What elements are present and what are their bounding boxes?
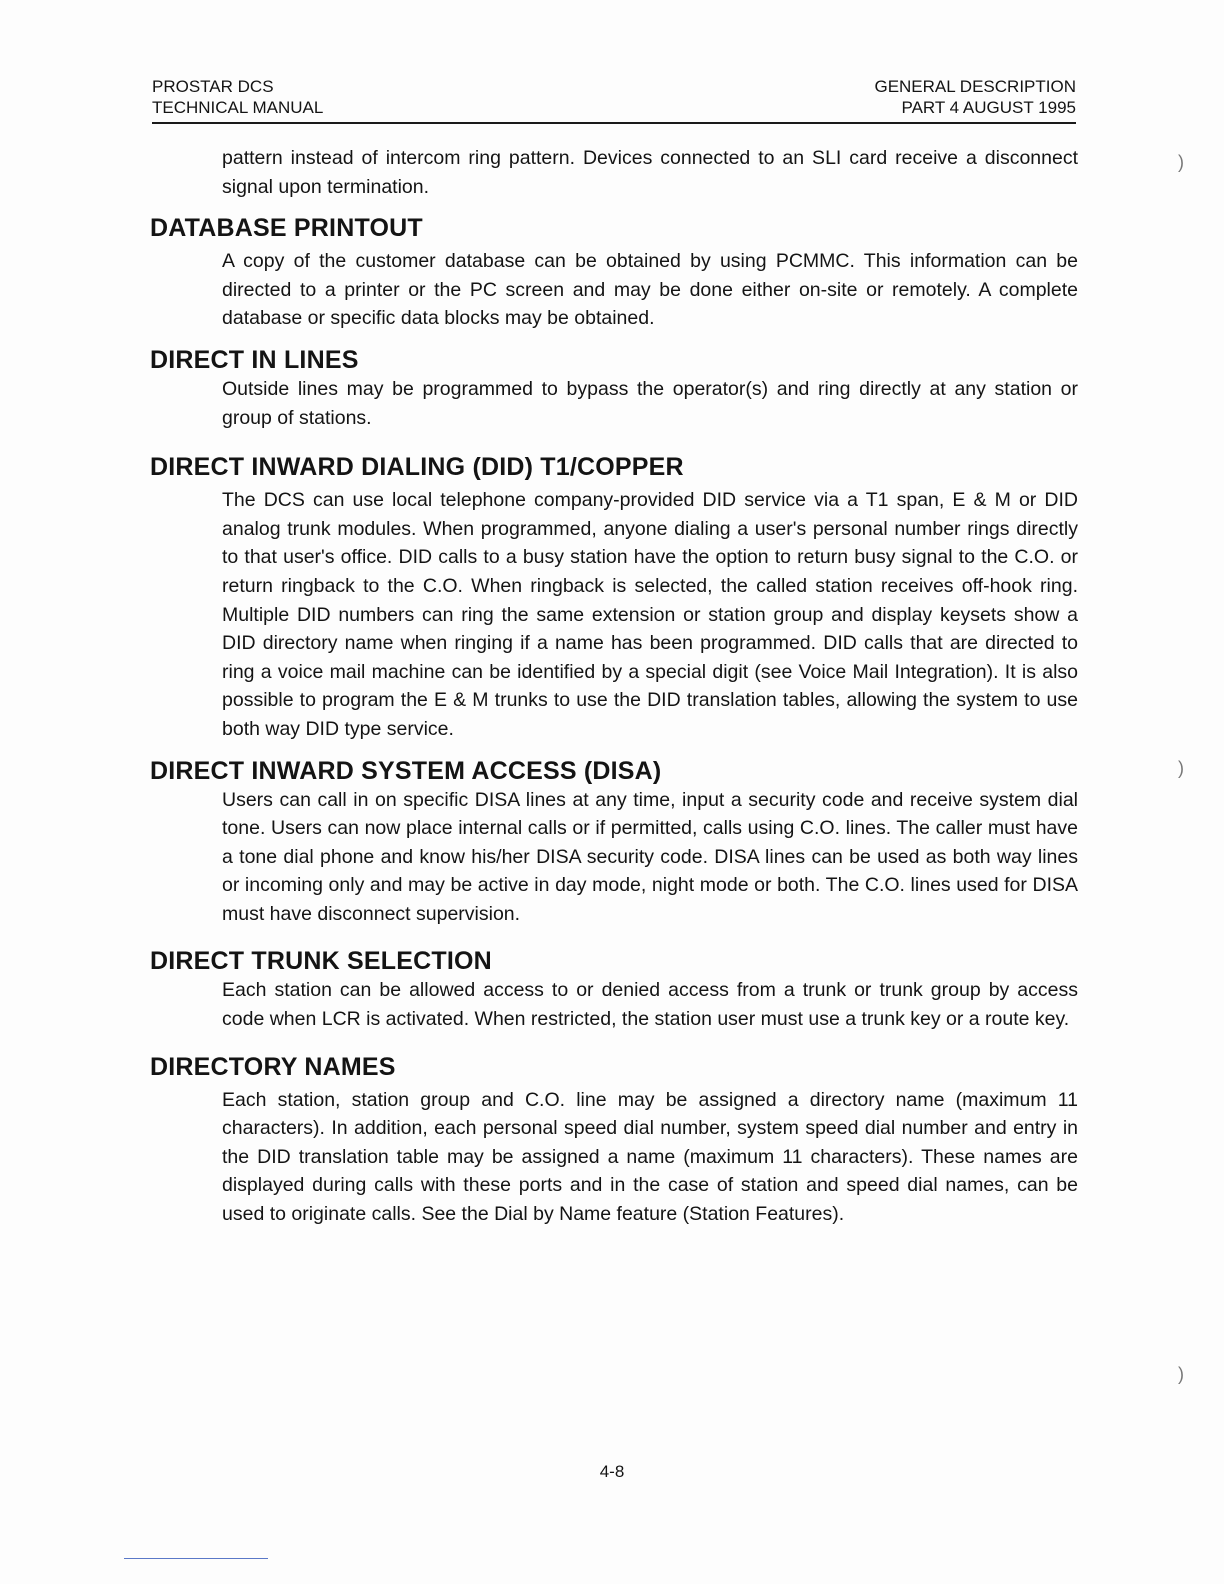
- section-database-printout: [150, 213, 1078, 333]
- section-body: Users can call in on specific DISA lines at any time, input a security code and receive system dial tone. Users can now place internal calls or if permitted, calls using C.O. lines. The caller must have a tone dial phone and know his/her DISA security code. DISA lines can be used as both way lines or incoming only and may be active in day mode, night mode or both. The C.O. lines used for DISA must have disconnect supervision.: [222, 788, 1078, 925]
- section-direct-trunk-selection: [150, 946, 1078, 1033]
- section-body: The DCS can use local telephone company-provided DID service via a T1 span, E & M or DID analog trunk modules. When programmed, anyone dialing a user's personal number rings directly to that user's office. DID calls to a busy station have the option to return busy signal to the C.O. or return ringback to the C.O. When ringback is selected, the called station receives off-hook ring. Multiple DID numbers can ring the same extension or station group and display keysets show a DID directory name when ringing if a name has been programmed. DID calls that are directed to ring a voice mail machine can be identified by a special digit (see Voice Mail Integration). It is also possible to program the E & M trunks to use the DID translation tables, allowing the system to use both way DID type service.: [222, 489, 1078, 740]
- section-body: Outside lines may be programmed to bypass the operator(s) and ring directly at any station or group of stations.: [222, 377, 1078, 429]
- intro-paragraph: pattern instead of intercom ring pattern. Devices connected to an SLI card receive a disconnect signal upon termination.: [222, 147, 1078, 198]
- header-left: [152, 76, 323, 118]
- scan-artifact: ): [1178, 758, 1184, 778]
- section-title: DIRECT INWARD SYSTEM ACCESS (DISA): [150, 756, 662, 785]
- section-directory-names: [150, 1052, 1078, 1229]
- header-right: [874, 76, 1076, 118]
- header-section: GENERAL DESCRIPTION: [874, 77, 1076, 96]
- page-content: [150, 144, 1078, 1229]
- header-product: PROSTAR DCS: [152, 77, 274, 96]
- section-title: DATABASE PRINTOUT: [150, 214, 423, 243]
- section-direct-in-lines: [150, 345, 1078, 432]
- section-body: A copy of the customer database can be obtained by using PCMMC. This information can be directed to a printer or the PC screen and may be done either on-site or remotely. A complete database or specific data blocks may be obtained.: [222, 250, 1078, 330]
- scan-artifact: ): [1178, 1364, 1184, 1384]
- page-number: 4-8: [599, 1462, 625, 1481]
- section-body: Each station can be allowed access to or denied access from a trunk or trunk group by access code when LCR is activated. When restricted, the station user must use a trunk key or a route key.: [222, 979, 1078, 1031]
- section-direct-inward-dialing: [150, 452, 1078, 743]
- header-part-date: PART 4 AUGUST 1995: [901, 98, 1076, 117]
- scan-edge-line: [124, 1558, 268, 1559]
- section-title: DIRECT IN LINES: [150, 345, 359, 374]
- section-body: Each station, station group and C.O. line may be assigned a directory name (maximum 11 characters). In addition, each personal speed dial number, system speed dial number and entry in the DID translation table may be assigned a name (maximum 11 characters). These names are displayed during calls with these ports and in the case of station and speed dial names, can be used to originate calls. See the Dial by Name feature (Station Features).: [222, 1088, 1078, 1226]
- scan-artifact: ): [1178, 152, 1184, 172]
- section-title: DIRECT INWARD DIALING (DID) T1/COPPER: [150, 453, 684, 482]
- section-title: DIRECTORY NAMES: [150, 1052, 396, 1081]
- section-title: DIRECT TRUNK SELECTION: [150, 947, 492, 976]
- page-header: [152, 76, 1076, 124]
- section-disa: [150, 756, 1078, 929]
- header-manual-type: TECHNICAL MANUAL: [152, 98, 324, 117]
